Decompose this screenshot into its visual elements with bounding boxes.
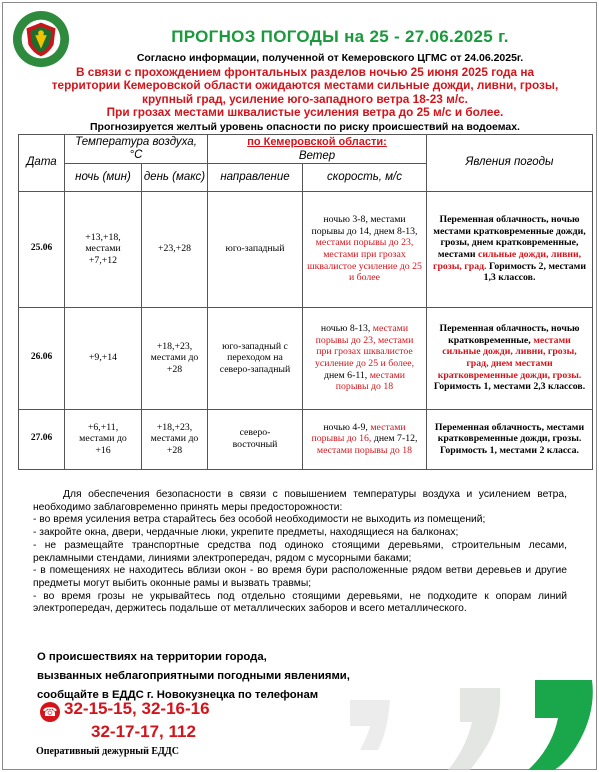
signature: Оперативный дежурный ЕДДС <box>36 746 179 757</box>
storm-warning <box>20 66 590 119</box>
header-speed: скорость, м/с <box>303 163 427 191</box>
header-date: Дата <box>19 135 65 192</box>
table-row <box>19 307 593 409</box>
phenomena-alert-text: сильные дожди, ливни, грозы, град. <box>433 249 582 272</box>
row-wind-direction: юго-западный с переходом на северо-западный <box>208 307 303 409</box>
table-row <box>19 191 593 307</box>
warning-line: крупный град, усиление юго-западного ветра 18-23 м/с. <box>142 91 468 106</box>
warning-line: территории Кемеровской области ожидаются местами сильные дожди, ливни, грозы, <box>51 78 559 93</box>
speed-alert-text: местами порывы до 18 <box>316 444 413 456</box>
phenomena-text: Переменная облачность, ночью местами кратковременные дожди, грозы, днем кратковременные, местами <box>433 214 586 260</box>
row-phenomena: Переменная облачность, местами кратковременные дожди, грозы. Горимость 1, местами 2 класса. <box>427 409 593 469</box>
phenomena-text: Горимость 2, местами 1,3 классов. <box>483 260 586 284</box>
advice-item: - во время усиления ветра старайтесь без особой необходимости не выходить из помещений; <box>33 514 486 526</box>
phenomena-text: Переменная облачность, ночью кратковременные, <box>439 323 580 346</box>
table-row <box>19 409 593 469</box>
row-wind-speed <box>303 191 427 307</box>
speed-alert-text: местами порывы до 16, <box>311 421 406 445</box>
emblem-logo-icon <box>12 10 70 68</box>
contact-line: О происшествиях на территории города, <box>37 651 267 663</box>
header-direction: направление <box>208 163 303 191</box>
header-night: ночь (мин) <box>65 163 142 191</box>
phone-numbers[interactable]: 32-15-15, 32-16-16 <box>64 699 210 718</box>
header-day: день (макс) <box>142 163 208 191</box>
header-phenomena: Явления погоды <box>427 135 593 192</box>
row-wind-direction: юго-западный <box>208 191 303 307</box>
advice-item: - не размещайте транспортные средства под одиноко стоящими деревьями, строительным лесами, рекламными стендами, линиями электропередач, рядом с мусорными баками; <box>33 539 567 564</box>
speed-text: ночью 4-9, <box>323 421 368 433</box>
row-night-temp: +6,+11, местами до +16 <box>65 409 142 469</box>
warning-line: При грозах местами шквалистые усиления ветра до 25 м/с и более. <box>106 104 504 119</box>
advice-item: - закройте окна, двери, чердачные люки, укрепите предметы, находящиеся на балконах; <box>33 527 459 539</box>
source-note: Согласно информации, полученной от Кемеровского ЦГМС от 24.06.2025г. <box>136 52 524 64</box>
row-date: 25.06 <box>19 191 65 307</box>
speed-text: ночью 3-8, местами порывы до 14, <box>311 214 406 237</box>
safety-advice <box>33 489 567 616</box>
phenomena-text: Горимость 1, местами 2,3 классов. <box>433 381 586 393</box>
speed-text: днем 7-12, <box>373 433 418 445</box>
advice-item: - во время грозы не укрывайтесь под отдельно стоящими деревьями, не подходите к опорам линий электропередач, держитесь подальше от металлических заборов и всего металлического. <box>33 590 567 615</box>
page-title: ПРОГНОЗ ПОГОДЫ на 25 - 27.06.2025 г. <box>171 27 509 46</box>
speed-alert-text: местами порывы до 23, местами при грозах шквалистое усиление до 25 и более <box>307 237 422 284</box>
row-day-temp: +18,+23, местами до +28 <box>142 307 208 409</box>
advice-item: - в помещениях не находитесь вблизи окон - во время бури расположенные рядом ветви деревьев и другие предметы могут выбить оконные рамы и вызвать травмы; <box>33 565 567 589</box>
phenomena-alert-text: местами сильные дожди, ливни, грозы, град, днем местами кратковременные дожди, грозы. <box>437 334 582 381</box>
row-wind-speed <box>303 409 427 469</box>
row-night-temp: +13,+18, местами +7,+12 <box>65 191 142 307</box>
speed-alert-text: местами порывы до 23, местами при грозах шквалистое усиление до 25 и более, <box>314 323 415 369</box>
speed-alert-text: местами порывы до 18 <box>335 369 406 393</box>
region-label: по Кемеровской области: <box>208 135 427 150</box>
row-day-temp: +18,+23, местами до +28 <box>142 409 208 469</box>
row-phenomena <box>427 191 593 307</box>
row-wind-direction: северо-восточный <box>208 409 303 469</box>
advice-intro: Для обеспечения безопасности в связи с повышением температуры воздуха и усилением ветра, необходимо заблаговременно принять меры предосторожности: <box>33 489 567 513</box>
header-wind: Ветер <box>208 150 427 164</box>
phone-numbers[interactable]: 32-17-17, 112 <box>91 722 196 741</box>
danger-level-note: Прогнозируется желтый уровень опасности по риску происшествий на водоемах. <box>90 121 520 133</box>
row-date: 26.06 <box>19 307 65 409</box>
forecast-table <box>18 134 593 470</box>
incident-contact <box>37 648 397 705</box>
speed-text: днем 6-11, <box>323 369 368 381</box>
row-phenomena <box>427 307 593 409</box>
row-day-temp: +23,+28 <box>142 191 208 307</box>
contact-line: вызванных неблагоприятными погодными явлениями, <box>37 670 350 682</box>
phone-icon: ☎ <box>40 702 60 722</box>
header-temperature: Температура воздуха, °С <box>65 135 208 164</box>
warning-line: В связи с прохождением фронтальных разделов ночью 25 июня 2025 года на <box>75 65 535 79</box>
contact-line: сообщайте в ЕДДС г. Новокузнецка по телефонам <box>37 689 319 701</box>
row-wind-speed <box>303 307 427 409</box>
speed-text: ночью 8-13, <box>320 323 371 335</box>
row-night-temp: +9,+14 <box>65 307 142 409</box>
row-date: 27.06 <box>19 409 65 469</box>
speed-text: днем 8-13, <box>373 225 418 237</box>
